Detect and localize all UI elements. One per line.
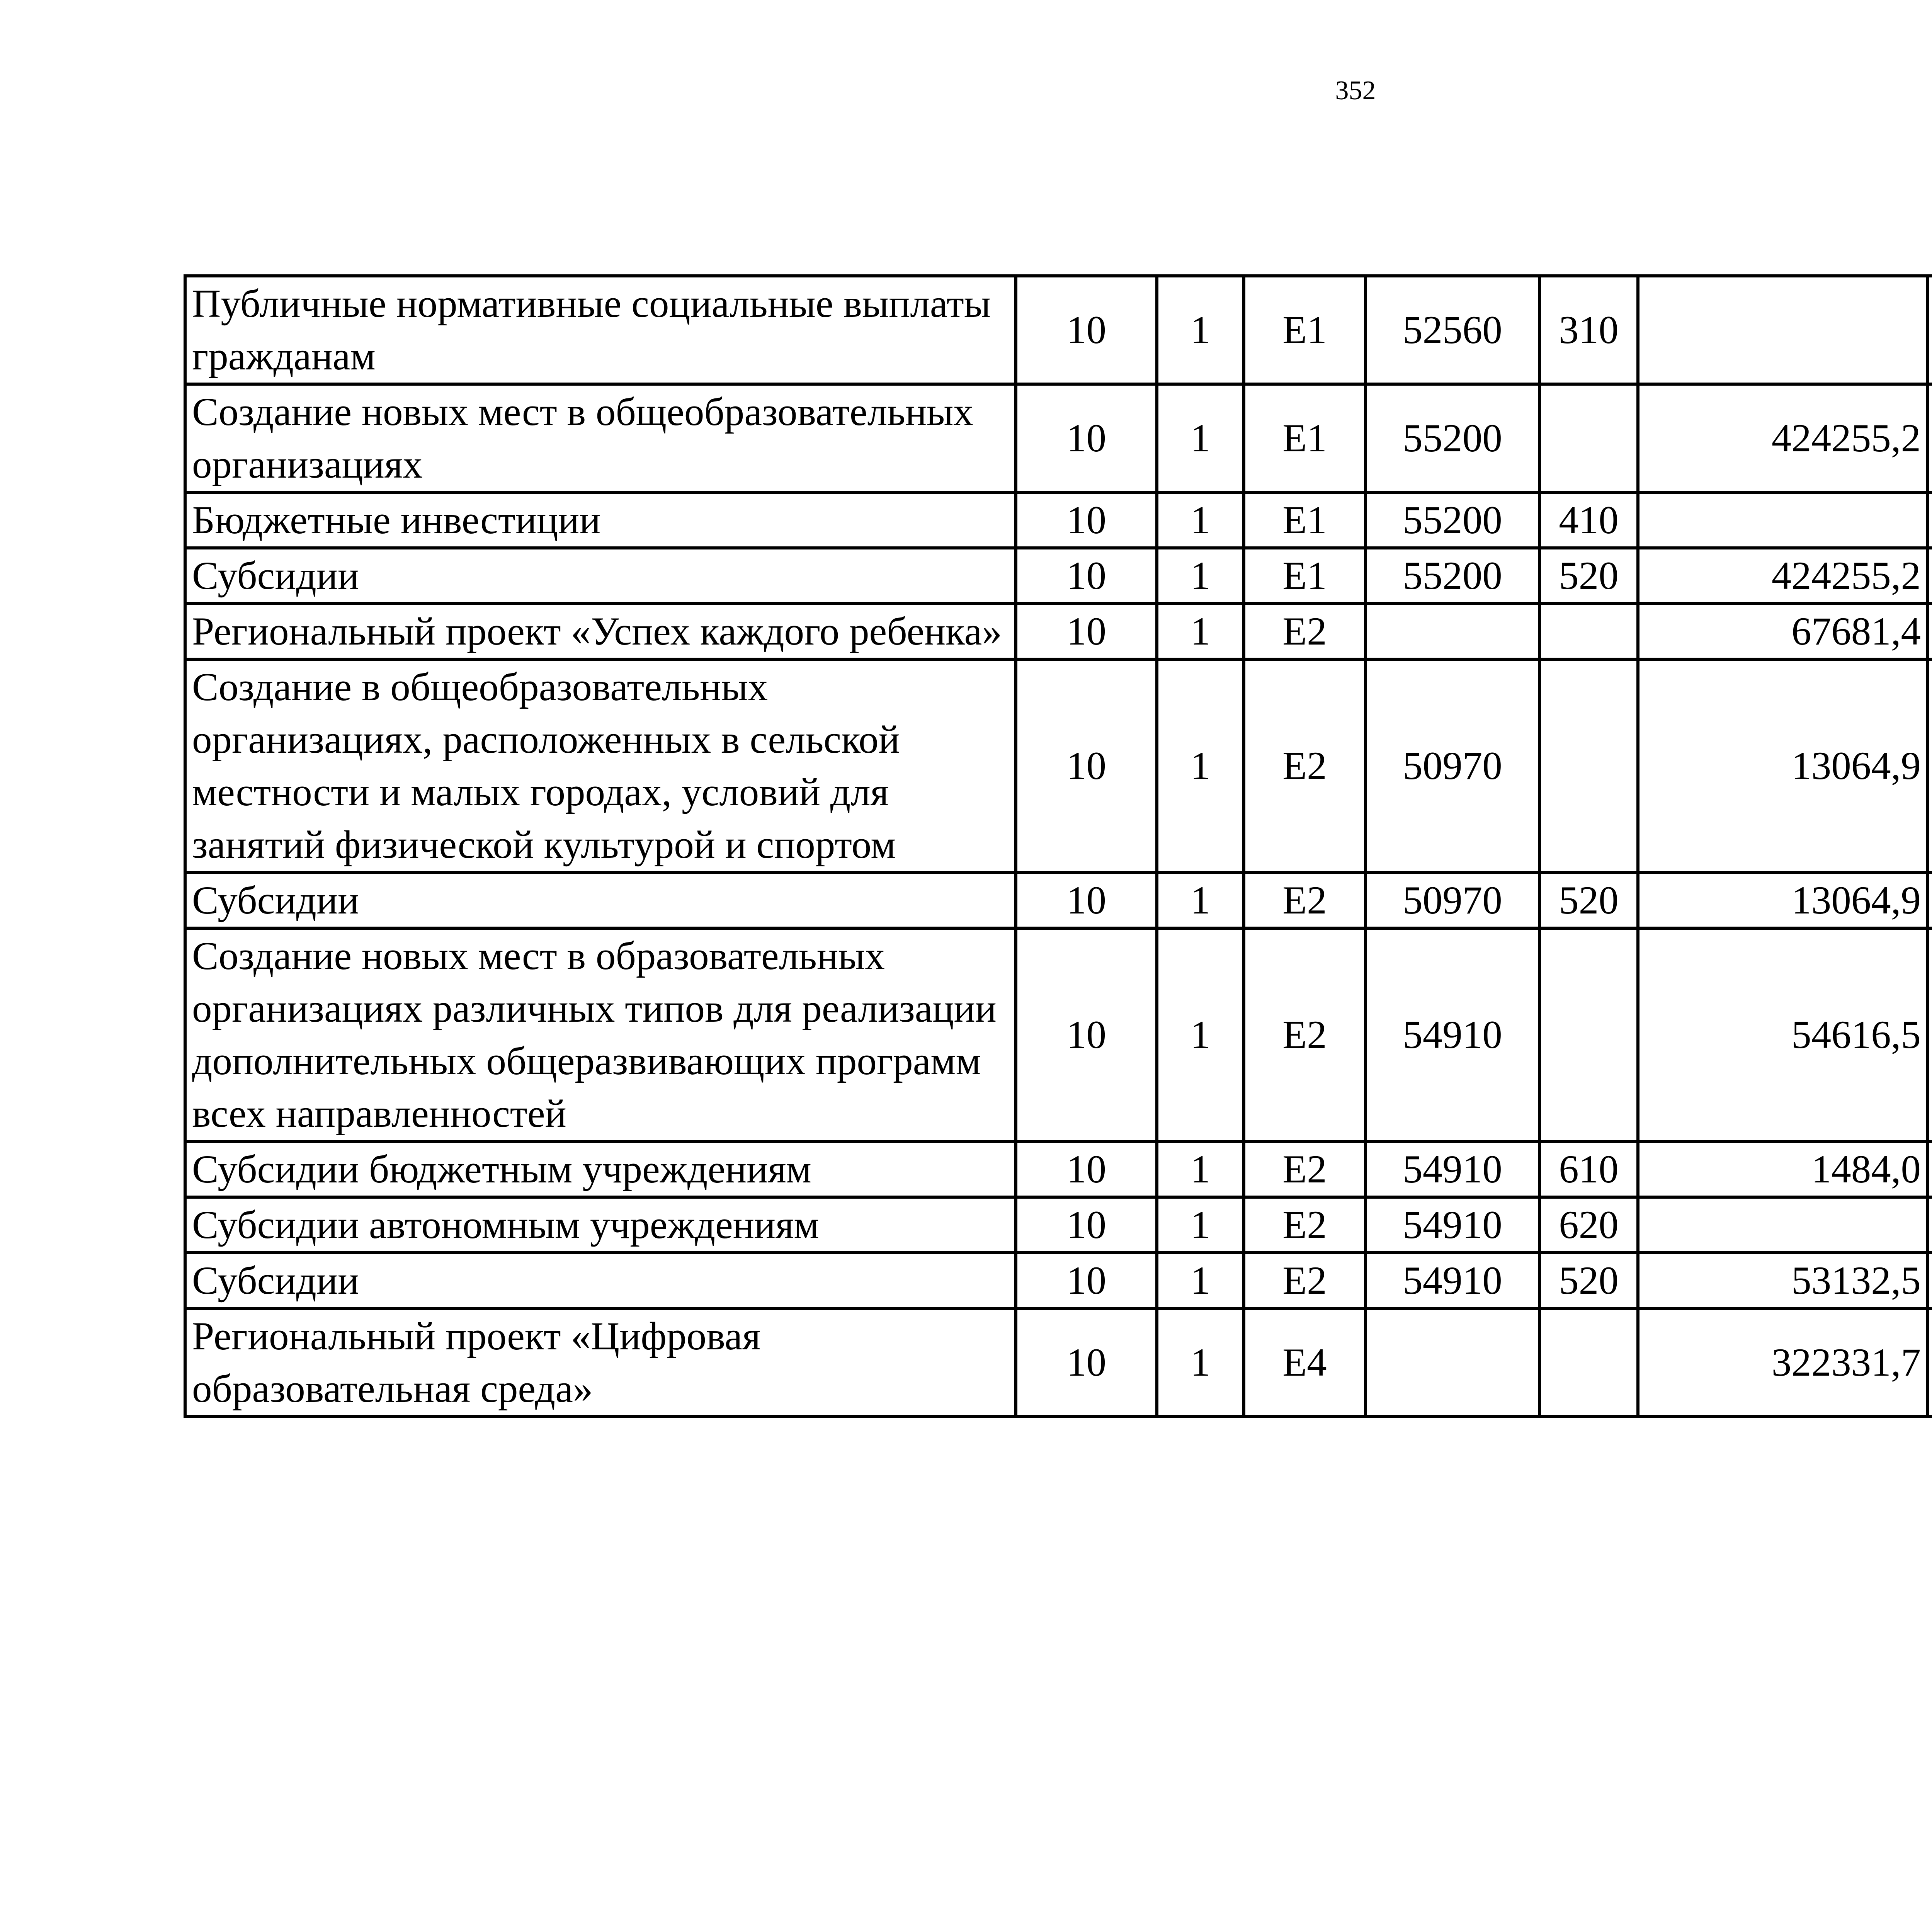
table-body <box>185 276 1932 1417</box>
program-code-cell: E2 <box>1244 659 1366 873</box>
section-code-cell: 10 <box>1016 1253 1157 1308</box>
amount-year2-cell <box>1928 384 1932 492</box>
program-code-cell: E4 <box>1244 1308 1366 1417</box>
expense-type-cell: 520 <box>1539 1253 1638 1308</box>
target-code-cell: 55200 <box>1366 548 1539 604</box>
target-code-cell: 54910 <box>1366 928 1539 1141</box>
table-row <box>185 604 1932 659</box>
target-code-cell: 55200 <box>1366 384 1539 492</box>
program-code-cell: E2 <box>1244 1253 1366 1308</box>
program-code-cell: E2 <box>1244 1141 1366 1197</box>
target-code-cell: 54910 <box>1366 1253 1539 1308</box>
amount-year1-cell: 1484,0 <box>1638 1141 1928 1197</box>
program-code-cell: E2 <box>1244 873 1366 928</box>
subsection-code-cell: 1 <box>1157 928 1244 1141</box>
table-row <box>185 384 1932 492</box>
expense-type-cell <box>1539 1308 1638 1417</box>
amount-year2-cell <box>1928 928 1932 1141</box>
subsection-code-cell: 1 <box>1157 1141 1244 1197</box>
row-name-cell: Субсидии автономным учреждениям <box>185 1197 1016 1253</box>
amount-year2-cell <box>1928 604 1932 659</box>
row-name-cell: Бюджетные инвестиции <box>185 492 1016 548</box>
program-code-cell: E2 <box>1244 928 1366 1141</box>
section-code-cell: 10 <box>1016 1197 1157 1253</box>
program-code-cell: E1 <box>1244 276 1366 384</box>
section-code-cell: 10 <box>1016 384 1157 492</box>
amount-year2-cell <box>1928 1141 1932 1197</box>
amount-year2-cell <box>1928 1308 1932 1417</box>
table-row <box>185 1308 1932 1417</box>
expense-type-cell: 620 <box>1539 1197 1638 1253</box>
table-row <box>185 928 1932 1141</box>
amount-year1-cell: 424255,2 <box>1638 548 1928 604</box>
target-code-cell <box>1366 604 1539 659</box>
amount-year2-cell <box>1928 1197 1932 1253</box>
section-code-cell: 10 <box>1016 604 1157 659</box>
subsection-code-cell: 1 <box>1157 873 1244 928</box>
program-code-cell: E1 <box>1244 384 1366 492</box>
expense-type-cell: 310 <box>1539 276 1638 384</box>
program-code-cell: E2 <box>1244 604 1366 659</box>
target-code-cell: 54910 <box>1366 1197 1539 1253</box>
row-name-cell: Создание новых мест в общеобразовательных организациях <box>185 384 1016 492</box>
page-number: 352 <box>1335 76 1376 105</box>
target-code-cell: 52560 <box>1366 276 1539 384</box>
section-code-cell: 10 <box>1016 873 1157 928</box>
target-code-cell: 55200 <box>1366 492 1539 548</box>
target-code-cell <box>1366 1308 1539 1417</box>
amount-year1-cell: 13064,9 <box>1638 659 1928 873</box>
row-name-cell: Создание в общеобразовательных организациях, расположенных в сельской местности и малых городах, условий для занятий физической культурой и спортом <box>185 659 1016 873</box>
amount-year1-cell <box>1638 276 1928 384</box>
amount-year2-cell <box>1928 276 1932 384</box>
budget-table <box>184 274 1932 1418</box>
amount-year2-cell <box>1928 873 1932 928</box>
subsection-code-cell: 1 <box>1157 384 1244 492</box>
table-row <box>185 492 1932 548</box>
table-row <box>185 276 1932 384</box>
expense-type-cell: 520 <box>1539 548 1638 604</box>
subsection-code-cell: 1 <box>1157 1308 1244 1417</box>
subsection-code-cell: 1 <box>1157 1253 1244 1308</box>
program-code-cell: E1 <box>1244 548 1366 604</box>
section-code-cell: 10 <box>1016 1141 1157 1197</box>
section-code-cell: 10 <box>1016 276 1157 384</box>
table-row <box>185 659 1932 873</box>
target-code-cell: 54910 <box>1366 1141 1539 1197</box>
table-row <box>185 873 1932 928</box>
amount-year2-cell <box>1928 1253 1932 1308</box>
program-code-cell: E2 <box>1244 1197 1366 1253</box>
expense-type-cell <box>1539 928 1638 1141</box>
amount-year1-cell: 13064,9 <box>1638 873 1928 928</box>
amount-year1-cell: 53132,5 <box>1638 1253 1928 1308</box>
amount-year2-cell <box>1928 659 1932 873</box>
amount-year1-cell <box>1638 492 1928 548</box>
expense-type-cell <box>1539 384 1638 492</box>
target-code-cell: 50970 <box>1366 659 1539 873</box>
table-row <box>185 1197 1932 1253</box>
amount-year1-cell: 322331,7 <box>1638 1308 1928 1417</box>
amount-year1-cell: 424255,2 <box>1638 384 1928 492</box>
expense-type-cell <box>1539 659 1638 873</box>
section-code-cell: 10 <box>1016 1308 1157 1417</box>
table-row <box>185 1141 1932 1197</box>
subsection-code-cell: 1 <box>1157 492 1244 548</box>
row-name-cell: Публичные нормативные социальные выплаты гражданам <box>185 276 1016 384</box>
section-code-cell: 10 <box>1016 492 1157 548</box>
expense-type-cell: 410 <box>1539 492 1638 548</box>
row-name-cell: Субсидии <box>185 1253 1016 1308</box>
section-code-cell: 10 <box>1016 928 1157 1141</box>
row-name-cell: Субсидии бюджетным учреждениям <box>185 1141 1016 1197</box>
section-code-cell: 10 <box>1016 659 1157 873</box>
program-code-cell: E1 <box>1244 492 1366 548</box>
expense-type-cell: 610 <box>1539 1141 1638 1197</box>
subsection-code-cell: 1 <box>1157 659 1244 873</box>
section-code-cell: 10 <box>1016 548 1157 604</box>
row-name-cell: Региональный проект «Цифровая образовательная среда» <box>185 1308 1016 1417</box>
row-name-cell: Субсидии <box>185 873 1016 928</box>
expense-type-cell: 520 <box>1539 873 1638 928</box>
amount-year2-cell <box>1928 492 1932 548</box>
amount-year1-cell: 54616,5 <box>1638 928 1928 1141</box>
subsection-code-cell: 1 <box>1157 604 1244 659</box>
subsection-code-cell: 1 <box>1157 548 1244 604</box>
amount-year1-cell: 67681,4 <box>1638 604 1928 659</box>
table-row <box>185 548 1932 604</box>
target-code-cell: 50970 <box>1366 873 1539 928</box>
row-name-cell: Создание новых мест в образовательных организациях различных типов для реализации дополнительных общеразвивающих программ всех направленностей <box>185 928 1016 1141</box>
amount-year2-cell <box>1928 548 1932 604</box>
row-name-cell: Субсидии <box>185 548 1016 604</box>
expense-type-cell <box>1539 604 1638 659</box>
subsection-code-cell: 1 <box>1157 276 1244 384</box>
row-name-cell: Региональный проект «Успех каждого ребенка» <box>185 604 1016 659</box>
table-row <box>185 1253 1932 1308</box>
amount-year1-cell <box>1638 1197 1928 1253</box>
subsection-code-cell: 1 <box>1157 1197 1244 1253</box>
